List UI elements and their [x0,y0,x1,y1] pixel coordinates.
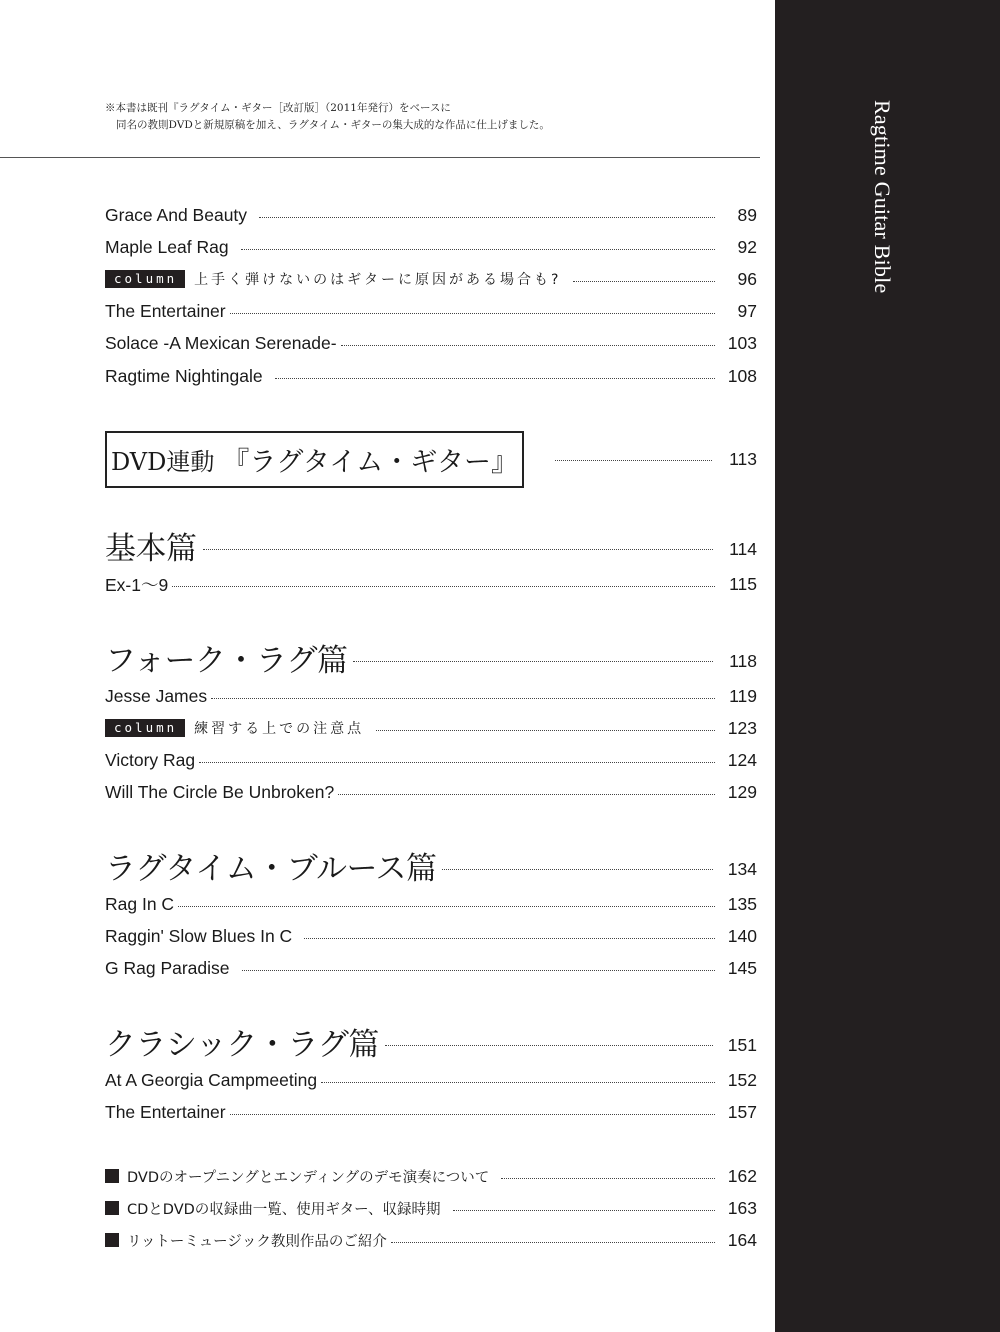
leader-dots [304,938,715,939]
leader-dots [341,345,715,346]
square-bullet-icon [105,1169,119,1183]
toc-entry-page: 115 [729,573,757,594]
leader-dots [230,1114,715,1115]
sidebar-title: Ragtime Guitar Bible [870,100,895,294]
toc-entry[interactable] [105,924,757,948]
toc-entry-page: 129 [727,781,757,802]
leader-dots [391,1242,715,1243]
toc-entry-page: 103 [727,332,757,353]
toc-entry-page: 152 [727,1069,757,1090]
leader-dots [442,869,713,870]
dvd-section-page: 113 [729,449,757,469]
toc-entry-title: 上手く弾けないのはギターに原因がある場合も? [194,272,562,288]
section-title: クラシック・ラグ篇 [105,1026,379,1063]
toc-entry[interactable] [105,956,757,980]
leader-dots [573,281,715,282]
header-note-line-2: 同名の教則DVDと新規原稿を加え、ラグタイム・ギターの集大成的な作品に仕上げました。 [116,119,550,131]
toc-entry-title: The Entertainer [105,300,226,321]
toc-entry-title: DVDのオープニングとエンディングのデモ演奏について [127,1169,490,1186]
toc-entry-title: Maple Leaf Rag [105,236,229,257]
toc-entry-title: Grace And Beauty [105,204,248,225]
dvd-heading-main: 『ラグタイム・ギター』 [222,447,519,478]
section-page: 134 [727,858,757,879]
toc-entry-title: Solace -A Mexican Serenade- [105,332,337,353]
leader-dots [338,794,715,795]
section-heading-blues[interactable] [105,842,757,888]
toc-entry[interactable] [105,235,757,259]
leader-dots [385,1045,713,1046]
toc-entry-title: Victory Rag [105,749,196,770]
header-note-line-1: ※本書は既刊『ラグタイム・ギター［改訂版］（2011年発行）をベースに [105,102,451,114]
leader-dots [321,1082,715,1083]
section-title: フォーク・ラグ篇 [105,642,348,679]
square-bullet-icon [105,1233,119,1247]
toc-entry[interactable] [105,572,757,596]
leader-dots [230,313,715,314]
section-heading-folk[interactable] [105,634,757,680]
section-page: 151 [727,1034,757,1055]
leader-dots [172,586,715,587]
column-tag: column [105,270,185,288]
toc-entry-title: Ex-1〜9 [105,574,169,595]
toc-entry-title: Rag In C [105,893,175,914]
toc-entry-page: 163 [727,1197,757,1218]
toc-entry-column[interactable] [105,267,757,291]
toc-entry-page: 145 [727,957,757,978]
toc-extra-entry[interactable] [105,1164,757,1188]
leader-dots [241,249,715,250]
toc-entry-page: 92 [737,236,757,257]
toc-entry-title: Jesse James [105,685,208,706]
toc-entry-page: 89 [737,204,757,225]
toc-entry-page: 119 [729,685,757,706]
toc-entry-page: 124 [727,749,757,770]
toc-entry-page: 164 [727,1229,757,1250]
toc-entry[interactable] [105,299,757,323]
toc-entry-title: At A Georgia Campmeeting [105,1069,318,1090]
toc-entry-page: 108 [727,365,757,386]
dvd-heading-prefix: DVD連動 [110,448,215,476]
toc-entry[interactable] [105,331,757,355]
leader-dots [453,1210,715,1211]
toc-entry-page: 157 [727,1101,757,1122]
section-page: 114 [729,538,757,559]
toc-entry-page: 123 [727,717,757,738]
leader-dots [275,378,715,379]
toc-entry[interactable] [105,203,757,227]
leader-dots [178,906,715,907]
toc-entry[interactable] [105,1068,757,1092]
leader-dots [259,217,715,218]
toc-entry[interactable] [105,748,757,772]
header-note [105,100,745,134]
toc-entry-page: 96 [737,268,757,289]
toc-entry-page: 140 [727,925,757,946]
leader-dots [376,730,715,731]
toc-entry-title: リットーミュージック教則作品のご紹介 [127,1233,387,1250]
leader-dots [203,549,714,550]
toc-entry-column[interactable] [105,716,757,740]
leader-dots [555,460,712,461]
toc-entry-title: Raggin' Slow Blues In C [105,925,293,946]
toc-entry[interactable] [105,892,757,916]
toc-entry-title: CDとDVDの収録曲一覧、使用ギター、収録時期 [127,1201,441,1218]
header-divider [0,157,760,158]
leader-dots [353,661,713,662]
toc-extra-entry[interactable] [105,1196,757,1220]
toc-entry[interactable] [105,684,757,708]
toc-entry-title: Will The Circle Be Unbroken? [105,781,335,802]
toc-entry[interactable] [105,780,757,804]
leader-dots [501,1178,715,1179]
toc-entry-title: G Rag Paradise [105,957,230,978]
section-title: 基本篇 [105,530,197,567]
leader-dots [199,762,715,763]
section-page: 118 [729,650,757,671]
section-heading-classic[interactable] [105,1018,757,1064]
section-title: ラグタイム・ブルース篇 [105,850,437,887]
toc-entry[interactable] [105,364,757,388]
section-heading-basic[interactable] [105,522,757,568]
toc-entry-title: The Entertainer [105,1101,226,1122]
toc-entry[interactable] [105,1100,757,1124]
toc-entry-page: 162 [727,1165,757,1186]
toc-entry-page: 135 [727,893,757,914]
toc-extra-entry[interactable] [105,1228,757,1252]
leader-dots [211,698,715,699]
toc-entry-title: Ragtime Nightingale [105,365,263,386]
square-bullet-icon [105,1201,119,1215]
toc-entry-title: 練習する上での注意点 [194,721,365,737]
leader-dots [242,970,715,971]
column-tag: column [105,719,185,737]
dvd-section-heading[interactable] [105,431,524,488]
toc-entry-page: 97 [737,300,757,321]
